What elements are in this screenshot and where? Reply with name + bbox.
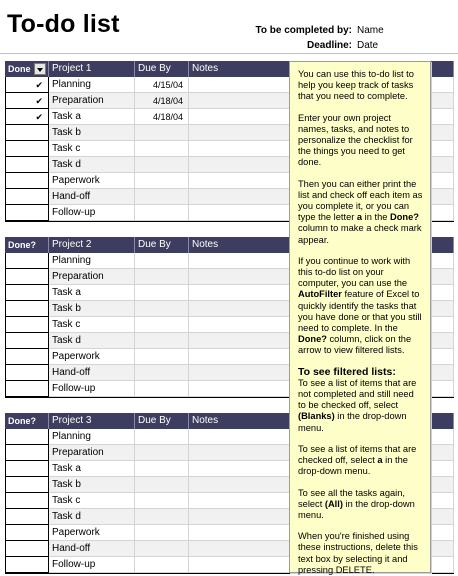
instructions-p3: Then you can either print the list and check off each item as you complete it, or you can type the letter a in the Done? column to make a check mark appear.	[298, 178, 423, 245]
due-date-cell[interactable]: 4/18/04	[135, 93, 189, 109]
instructions-p2: Enter your own project names, tasks, and notes to personalize the checklist for the things you need to get done.	[298, 112, 413, 168]
done-checkbox-cell[interactable]	[5, 429, 49, 445]
done-checkbox-cell[interactable]	[5, 253, 49, 269]
instructions-p5: To see a list of items that are not completed and still need to be checked off, select (Blanks) in the drop-down menu.	[298, 377, 417, 433]
due-by-header: Due By	[135, 413, 189, 429]
done-checkbox-cell[interactable]: ✔	[5, 77, 49, 93]
done-checkbox-cell[interactable]	[5, 285, 49, 301]
due-date-cell[interactable]	[135, 333, 189, 349]
instructions-p4: If you continue to work with this to-do list on your computer, you can use the AutoFilter feature of Excel to quickly identify the tasks that you have done or that you still need to complete. In the Done? column, click on the arrow to view filtered lists.	[298, 255, 422, 356]
done-checkbox-cell[interactable]	[5, 157, 49, 173]
done-checkbox-cell[interactable]	[5, 125, 49, 141]
due-date-cell[interactable]	[135, 253, 189, 269]
due-date-cell[interactable]	[135, 173, 189, 189]
done-checkbox-cell[interactable]	[5, 317, 49, 333]
done-checkbox-cell[interactable]	[5, 301, 49, 317]
done-column-header[interactable]: Done	[5, 61, 49, 77]
project-name-header[interactable]: Project 3	[49, 413, 135, 429]
task-cell[interactable]: Hand-off	[49, 365, 135, 381]
due-date-cell[interactable]	[135, 381, 189, 397]
due-date-cell[interactable]	[135, 541, 189, 557]
task-cell[interactable]: Hand-off	[49, 189, 135, 205]
task-cell[interactable]: Task a	[49, 285, 135, 301]
due-date-cell[interactable]	[135, 365, 189, 381]
task-cell[interactable]: Hand-off	[49, 541, 135, 557]
task-cell[interactable]: Task b	[49, 477, 135, 493]
task-cell[interactable]: Task d	[49, 509, 135, 525]
instructions-textbox[interactable]	[289, 61, 431, 573]
due-date-cell[interactable]	[135, 445, 189, 461]
task-cell[interactable]: Paperwork	[49, 525, 135, 541]
done-column-header: Done?	[5, 413, 49, 429]
done-checkbox-cell[interactable]	[5, 381, 49, 397]
due-date-cell[interactable]: 4/18/04	[135, 109, 189, 125]
done-checkbox-cell[interactable]	[5, 557, 49, 573]
done-checkbox-cell[interactable]	[5, 333, 49, 349]
task-cell[interactable]: Task d	[49, 157, 135, 173]
task-cell[interactable]: Task d	[49, 333, 135, 349]
due-date-cell[interactable]	[135, 461, 189, 477]
done-checkbox-cell[interactable]	[5, 349, 49, 365]
done-checkbox-cell[interactable]	[5, 189, 49, 205]
due-date-cell[interactable]	[135, 205, 189, 221]
deadline-value[interactable]: Date	[357, 40, 379, 51]
done-checkbox-cell[interactable]	[5, 141, 49, 157]
task-cell[interactable]: Planning	[49, 77, 135, 93]
deadline-label: Deadline:	[306, 40, 352, 51]
due-by-header: Due By	[135, 61, 189, 77]
due-date-cell[interactable]	[135, 285, 189, 301]
due-date-cell[interactable]	[135, 125, 189, 141]
task-cell[interactable]: Follow-up	[49, 205, 135, 221]
instructions-p1: You can use this to-do list to help you keep track of tasks that you need to complete.	[298, 69, 414, 102]
task-cell[interactable]: Planning	[49, 253, 135, 269]
page-title: To-do list	[7, 10, 120, 38]
task-cell[interactable]: Follow-up	[49, 381, 135, 397]
project-name-header[interactable]: Project 1	[49, 61, 135, 77]
instructions-p7: To see all the tasks again, select (All) in the drop-down menu.	[298, 487, 415, 520]
due-date-cell[interactable]	[135, 301, 189, 317]
done-checkbox-cell[interactable]	[5, 365, 49, 381]
due-date-cell[interactable]	[135, 141, 189, 157]
task-cell[interactable]: Task c	[49, 141, 135, 157]
due-date-cell[interactable]: 4/15/04	[135, 77, 189, 93]
done-checkbox-cell[interactable]	[5, 477, 49, 493]
due-date-cell[interactable]	[135, 157, 189, 173]
done-checkbox-cell[interactable]	[5, 493, 49, 509]
due-date-cell[interactable]	[135, 269, 189, 285]
done-checkbox-cell[interactable]	[5, 173, 49, 189]
task-cell[interactable]: Task c	[49, 317, 135, 333]
due-date-cell[interactable]	[135, 493, 189, 509]
done-checkbox-cell[interactable]	[5, 445, 49, 461]
task-cell[interactable]: Task b	[49, 125, 135, 141]
instructions-p8: When you're finished using these instructions, delete this text box by selecting it and pressing DELETE.	[298, 531, 418, 575]
task-cell[interactable]: Task c	[49, 493, 135, 509]
due-date-cell[interactable]	[135, 557, 189, 573]
task-cell[interactable]: Preparation	[49, 93, 135, 109]
project-name-header[interactable]: Project 2	[49, 237, 135, 253]
completion-label: To be completed by:	[255, 25, 352, 36]
due-date-cell[interactable]	[135, 509, 189, 525]
instructions-p6: To see a list of items that are checked off, select a in the drop-down menu.	[298, 443, 417, 477]
notes-header: Notes	[189, 237, 454, 253]
task-cell[interactable]: Planning	[49, 429, 135, 445]
task-cell[interactable]: Preparation	[49, 269, 135, 285]
done-checkbox-cell[interactable]	[5, 541, 49, 557]
done-checkbox-cell[interactable]: ✔	[5, 93, 49, 109]
notes-header: Notes	[189, 413, 454, 429]
due-date-cell[interactable]	[135, 317, 189, 333]
done-checkbox-cell[interactable]: ✔	[5, 109, 49, 125]
done-checkbox-cell[interactable]	[5, 525, 49, 541]
completion-value[interactable]: Name	[357, 25, 384, 36]
done-checkbox-cell[interactable]	[5, 461, 49, 477]
notes-header: Notes	[189, 61, 454, 77]
due-date-cell[interactable]	[135, 189, 189, 205]
task-cell[interactable]: Task a	[49, 109, 135, 125]
completion-row	[0, 25, 458, 37]
due-date-cell[interactable]	[135, 429, 189, 445]
done-checkbox-cell[interactable]	[5, 205, 49, 221]
task-cell[interactable]: Follow-up	[49, 557, 135, 573]
due-date-cell[interactable]	[135, 477, 189, 493]
done-column-header: Done?	[5, 237, 49, 253]
done-checkbox-cell[interactable]	[5, 269, 49, 285]
due-date-cell[interactable]	[135, 525, 189, 541]
due-date-cell[interactable]	[135, 349, 189, 365]
autofilter-dropdown-icon[interactable]	[34, 63, 46, 75]
due-by-header: Due By	[135, 237, 189, 253]
instructions-heading: To see filtered lists:	[298, 365, 396, 378]
task-cell[interactable]: Preparation	[49, 445, 135, 461]
deadline-row	[0, 40, 458, 52]
task-cell[interactable]: Paperwork	[49, 173, 135, 189]
task-cell[interactable]: Task b	[49, 301, 135, 317]
task-cell[interactable]: Task a	[49, 461, 135, 477]
task-cell[interactable]: Paperwork	[49, 349, 135, 365]
header-divider	[0, 53, 458, 54]
done-checkbox-cell[interactable]	[5, 509, 49, 525]
